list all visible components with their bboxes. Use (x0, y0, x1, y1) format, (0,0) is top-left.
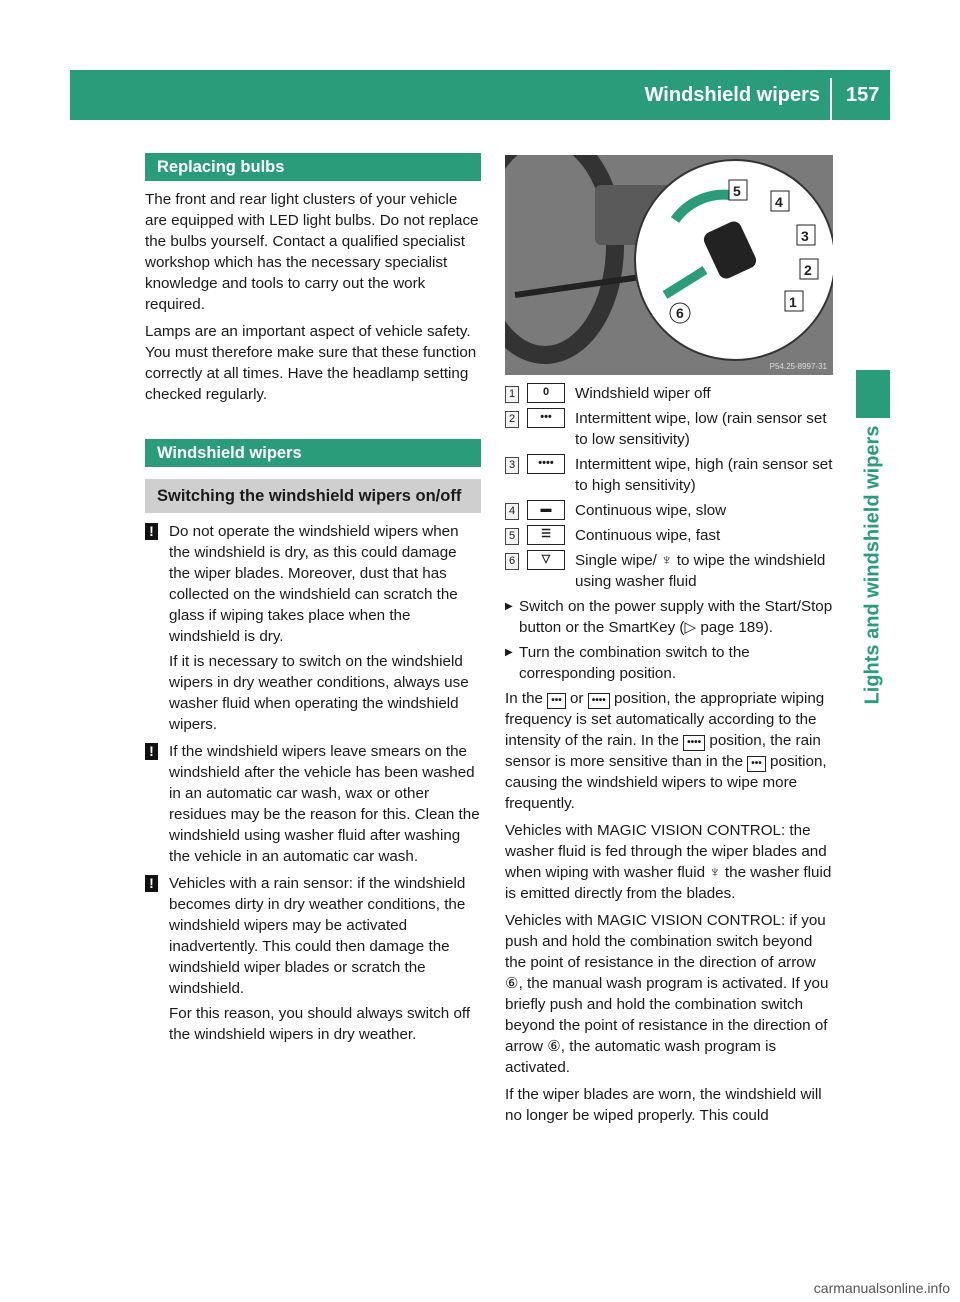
legend-item (505, 550, 835, 592)
legend-item (505, 408, 835, 450)
callout-5: 5 (733, 183, 741, 199)
legend-number: 4 (505, 503, 519, 520)
legend-text: Continuous wipe, fast (575, 527, 721, 544)
section-heading-replacing-bulbs: Replacing bulbs (145, 153, 481, 181)
section-heading-windshield-wipers: Windshield wipers (145, 439, 481, 467)
warning-text: Do not operate the windshield wipers when the windshield is dry, as this could damage the wiper blades. Moreover, dust that has collected on the windshield can scratch the glass if wiping takes place when the windshield is dry. (169, 523, 459, 645)
paragraph: Lamps are an important aspect of vehicle safety. You must therefore make sure that these function correctly at all times. Have the headlamp setting checked regularly. (145, 323, 477, 403)
page-number: 157 (846, 84, 880, 106)
legend-item (505, 500, 835, 521)
paragraph: If the wiper blades are worn, the windshield will no longer be wiped properly. This could (505, 1086, 822, 1124)
legend-number: 5 (505, 528, 519, 545)
warning-block (145, 741, 481, 867)
legend-item (505, 383, 835, 404)
instruction-step: ▶ Turn the combination switch to the corresponding position. (505, 642, 835, 684)
legend-text: Intermittent wipe, low (rain sensor set to low sensitivity) (575, 410, 827, 448)
warning-block (145, 521, 481, 735)
callout-3: 3 (801, 228, 809, 244)
wiper-mode-icon: •••• (527, 454, 565, 474)
warning-icon: ! (145, 523, 158, 540)
intermittent-low-icon: ••• (547, 693, 566, 709)
paragraph: Vehicles with MAGIC VISION CONTROL: if you push and hold the combination switch beyond the point of resistance in the direction of arrow ⑥, the manual wash program is activated. If you briefly push and hold the combination switch beyond the point of resistance in the direction of arrow ⑥, the automatic wash program is activated. (505, 912, 829, 1076)
subsection-heading-switching: Switching the windshield wipers on/off (145, 479, 481, 513)
wiper-switch-figure (505, 155, 833, 375)
legend-text: Single wipe/ ♆ to wipe the windshield using washer fluid (575, 552, 826, 590)
warning-text: If the windshield wipers leave smears on the windshield after the vehicle has been washed in an automatic car wash, wax or other residues may be the reason for this. Clean the windshield using washer fluid after washing the vehicle in an automatic car wash. (169, 743, 480, 865)
wiper-mode-icon: ••• (527, 408, 565, 428)
side-tab (856, 370, 890, 418)
legend-text: Windshield wiper off (575, 385, 711, 402)
wiper-mode-icon: 0 (527, 383, 565, 403)
legend-list (505, 383, 835, 592)
callout-2: 2 (804, 262, 812, 278)
paragraph: In the ••• or •••• position, the appropriate wiping frequency is set automatically according to the intensity of the rain. In the •••• position, the rain sensor is more sensitive than in the ••• position, causing the windshield wipers to wipe more frequently. (505, 690, 827, 812)
warning-text: If it is necessary to switch on the windshield wipers in dry weather conditions, always use washer fluid when operating the windshield wipers. (169, 653, 469, 733)
legend-item (505, 454, 835, 496)
legend-number: 2 (505, 411, 519, 428)
callout-1: 1 (789, 294, 797, 310)
legend-text: Continuous wipe, slow (575, 502, 727, 519)
wiper-mode-icon: ☰ (527, 525, 565, 545)
page-title: Windshield wipers (644, 84, 820, 106)
watermark: carmanualsonline.info (813, 1280, 950, 1296)
warning-text: For this reason, you should always switch off the windshield wipers in dry weather. (169, 1005, 471, 1043)
legend-number: 6 (505, 553, 519, 570)
legend-text: Intermittent wipe, high (rain sensor set to high sensitivity) (575, 456, 833, 494)
left-column (145, 153, 481, 1051)
callout-6: 6 (676, 305, 684, 321)
warning-text: Vehicles with a rain sensor: if the windshield becomes dirty in dry weather conditions, the windshield wipers may be activated inadvertently. This could then damage the windshield wiper blades or scratch the windshield. (169, 875, 466, 997)
wiper-mode-icon: ▬ (527, 500, 565, 520)
intermittent-high-icon: •••• (683, 735, 705, 751)
callout-4: 4 (775, 194, 783, 210)
legend-number: 3 (505, 457, 519, 474)
header-divider (830, 78, 832, 120)
figure-caption: P54.25-8997-31 (769, 362, 827, 371)
side-label: Lights and windshield wipers (861, 425, 884, 705)
legend-item (505, 525, 835, 546)
wiper-mode-icon: ▽ (527, 550, 565, 570)
intermittent-high-icon: •••• (588, 693, 610, 709)
steering-wheel-illustration (505, 155, 833, 375)
warning-icon: ! (145, 875, 158, 892)
paragraph: The front and rear light clusters of your vehicle are equipped with LED light bulbs. Do not replace the bulbs yourself. Contact a qualified specialist workshop which has the necessary specialist knowledge and tools to carry out the work required. (145, 191, 479, 313)
instruction-step: ▶ Switch on the power supply with the Start/Stop button or the SmartKey (▷ page 189). (505, 596, 835, 638)
warning-block (145, 873, 481, 1045)
legend-number: 1 (505, 386, 519, 403)
paragraph: Vehicles with MAGIC VISION CONTROL: the washer fluid is fed through the wiper blades and when wiping with washer fluid ♆ the washer fluid is emitted directly from the blades. (505, 822, 832, 902)
warning-icon: ! (145, 743, 158, 760)
right-column (505, 383, 835, 1132)
intermittent-low-icon: ••• (747, 756, 766, 772)
